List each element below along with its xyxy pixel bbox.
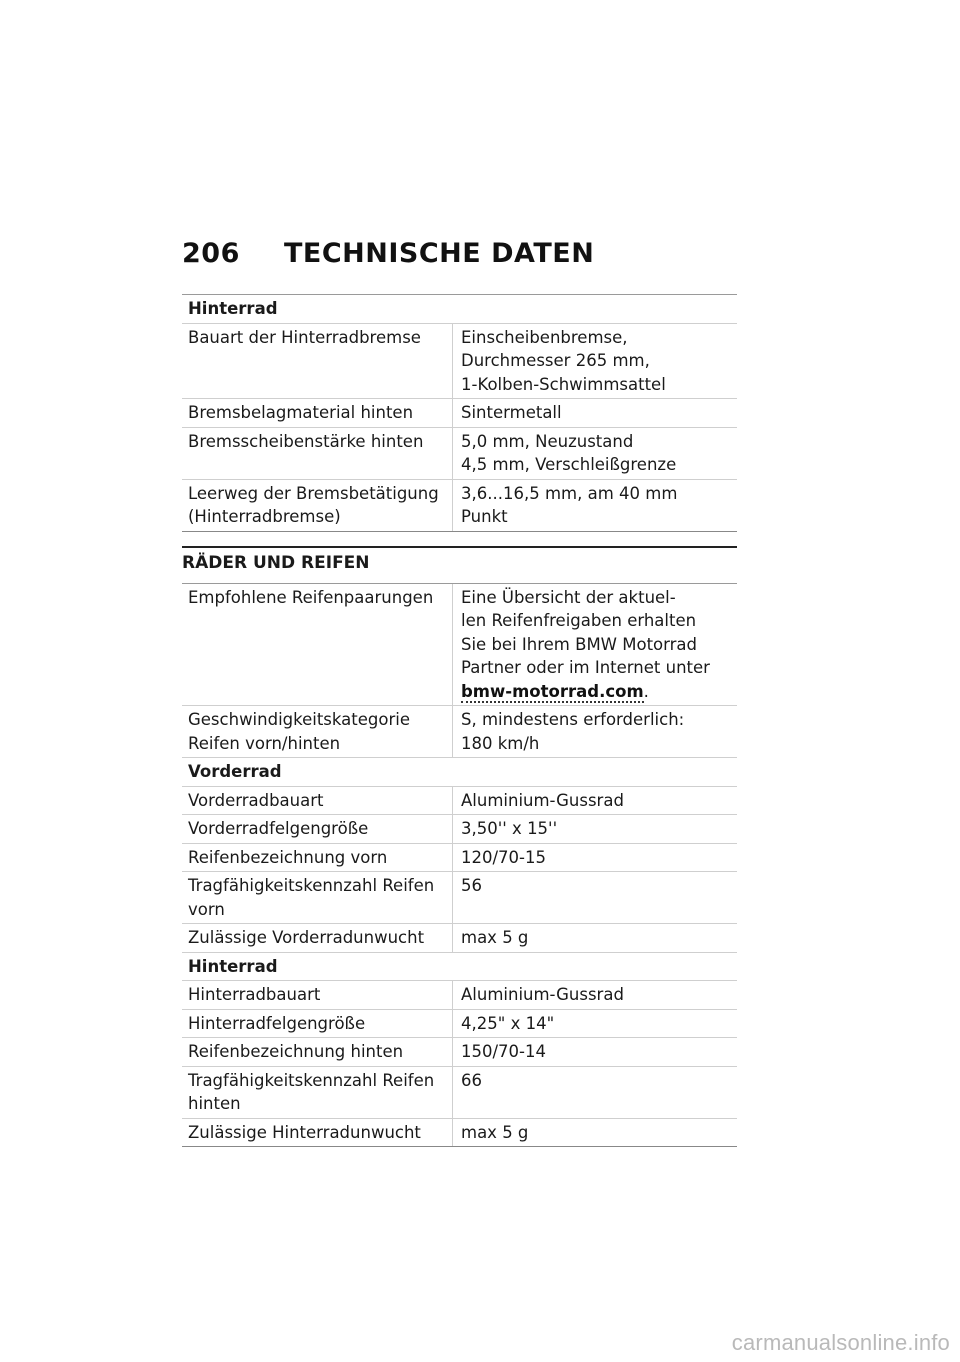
page-number: 206 (182, 238, 240, 269)
chapter-title: TECHNISCHE DATEN (284, 238, 595, 269)
row-label: Tragfähigkeitskennzahl Reifen vorn (188, 876, 435, 919)
rear-wheel-heading: Hinterrad (182, 953, 737, 982)
table-row (182, 1038, 737, 1067)
page-header (182, 238, 737, 294)
row-value: 56 (452, 872, 737, 923)
table-row (182, 924, 737, 953)
row-value: Sintermetall (452, 399, 737, 427)
row-value: 4,25" x 14" (452, 1010, 737, 1038)
row-label: Zulässige Hinterradunwucht (188, 1122, 421, 1142)
row-label: Zulässige Vorderradunwucht (188, 928, 425, 947)
table-row (182, 981, 737, 1010)
watermark: carmanualsonline.info (731, 1330, 950, 1355)
rear-brake-heading: Hinterrad (182, 295, 737, 324)
bmw-motorrad-link[interactable]: bmw-motorrad.com (461, 681, 644, 701)
row-value: max 5 g (452, 1119, 737, 1147)
row-label: Reifenbezeichnung vorn (188, 847, 388, 867)
row-label: Tragfähigkeitskennzahl Reifen hinten (188, 1070, 435, 1113)
row-label: Empfohlene Reifenpaarungen (188, 587, 434, 607)
row-label: Hinterradfelgengröße (188, 1013, 366, 1033)
recommended-text: Eine Übersicht der aktuel- len Reifenfreigaben erhalten Sie bei Ihrem BMW Motorrad Partner oder im Internet unter (461, 587, 710, 677)
table-row (182, 787, 737, 816)
row-value: 5,0 mm, Neuzustand 4,5 mm, Verschleißgrenze (452, 428, 737, 479)
table-row (182, 1119, 737, 1147)
table-row (182, 1067, 737, 1119)
row-label: Bauart der Hinterradbremse (188, 327, 421, 347)
row-value: max 5 g (452, 924, 737, 952)
table-row (182, 872, 737, 924)
wheels-table (182, 583, 737, 1148)
row-value: Aluminium-Gussrad (452, 787, 737, 815)
row-value (452, 584, 737, 706)
row-value: 120/70-15 (452, 844, 737, 872)
table-row (182, 480, 737, 531)
table-row (182, 584, 737, 707)
rear-brake-table (182, 294, 737, 532)
row-label: Bremsbelagmaterial hinten (188, 403, 414, 422)
table-row (182, 428, 737, 480)
table-row (182, 399, 737, 428)
table-row (182, 815, 737, 844)
row-label: Vorderradfelgengröße (188, 819, 369, 838)
row-label: Vorderradbauart (188, 790, 324, 810)
table-row (182, 1010, 737, 1039)
row-value: S, mindestens erforderlich: 180 km/h (452, 706, 737, 757)
table-row (182, 324, 737, 400)
link-period: . (643, 681, 649, 701)
row-value: 3,50'' x 15'' (452, 815, 737, 843)
row-label: Bremsscheibenstärke hinten (188, 431, 424, 451)
section-title: RÄDER UND REIFEN (182, 546, 737, 583)
row-label: Reifenbezeichnung hinten (188, 1042, 404, 1061)
document-page (182, 238, 737, 1147)
row-value: 3,6...16,5 mm, am 40 mm Punkt (452, 480, 737, 531)
front-wheel-heading: Vorderrad (182, 758, 737, 787)
row-value: Aluminium-Gussrad (452, 981, 737, 1009)
row-value: 66 (452, 1067, 737, 1118)
row-label: Geschwindigkeitskategorie Reifen vorn/hinten (188, 710, 410, 753)
table-row (182, 844, 737, 873)
row-label: Leerweg der Bremsbetätigung (Hinterradbremse) (188, 483, 439, 526)
row-value: 150/70-14 (452, 1038, 737, 1066)
table-row (182, 706, 737, 758)
row-value: Einscheibenbremse, Durchmesser 265 mm, 1-Kolben-Schwimmsattel (452, 324, 737, 399)
row-label: Hinterradbauart (188, 985, 321, 1004)
